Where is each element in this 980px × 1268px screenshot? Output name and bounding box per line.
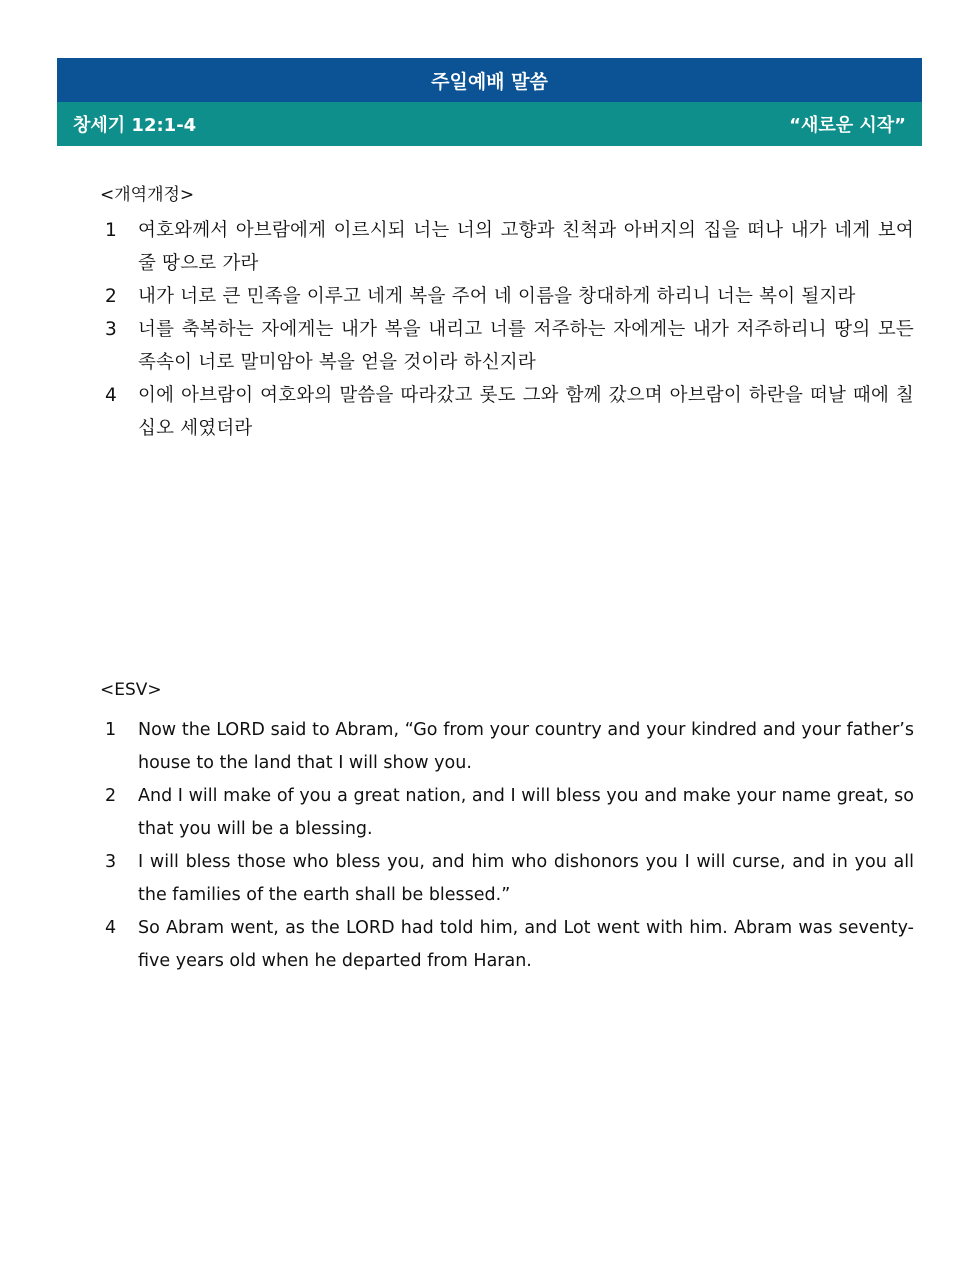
verse-number: 1 bbox=[105, 220, 117, 241]
verse-text: 여호와께서 아브람에게 이르시되 너는 너의 고향과 친척과 아버지의 집을 떠나 내가 네게 보여 줄 땅으로 가라 bbox=[138, 220, 914, 274]
verse-text: Now the LORD said to Abram, “Go from your country and your kindred and your father’s house to the land that I will show you. bbox=[138, 720, 914, 773]
verse-number: 1 bbox=[105, 720, 117, 740]
verse-text: 이에 아브람이 여호와의 말씀을 따라갔고 롯도 그와 함께 갔으며 아브람이 하란을 떠날 때에 칠십오 세였더라 bbox=[138, 385, 914, 439]
verse-item bbox=[100, 912, 914, 978]
title-bar bbox=[57, 58, 922, 102]
korean-version-label: <개역개정> bbox=[100, 185, 195, 205]
verse-text: So Abram went, as the LORD had told him, and Lot went with him. Abram was seventy-five years old when he departed from Haran. bbox=[138, 918, 914, 971]
verse-text: I will bless those who bless you, and him who dishonors you I will curse, and in you all the families of the earth shall be blessed.” bbox=[138, 852, 914, 905]
verse-item bbox=[100, 280, 914, 313]
page-title: 주일예배 말씀 bbox=[431, 70, 548, 93]
english-version-label: <ESV> bbox=[100, 680, 162, 700]
korean-verse-list bbox=[100, 214, 914, 445]
verse-item bbox=[100, 214, 914, 280]
verse-number: 3 bbox=[105, 852, 117, 872]
verse-item bbox=[100, 313, 914, 379]
scripture-reference: 창세기 12:1-4 bbox=[73, 115, 197, 136]
verse-text: 내가 너로 큰 민족을 이루고 네게 복을 주어 네 이름을 창대하게 하리니 너는 복이 될지라 bbox=[138, 286, 856, 307]
english-verse-list bbox=[100, 714, 914, 978]
sermon-title: “새로운 시작” bbox=[789, 115, 906, 136]
verse-text: And I will make of you a great nation, and I will bless you and make your name great, so that you will be a blessing. bbox=[138, 786, 914, 839]
verse-item bbox=[100, 846, 914, 912]
verse-number: 4 bbox=[105, 385, 117, 406]
verse-item bbox=[100, 780, 914, 846]
verse-number: 4 bbox=[105, 918, 117, 938]
subtitle-bar bbox=[57, 102, 922, 146]
verse-item bbox=[100, 379, 914, 445]
verse-number: 2 bbox=[105, 286, 117, 307]
verse-text: 너를 축복하는 자에게는 내가 복을 내리고 너를 저주하는 자에게는 내가 저주하리니 땅의 모든 족속이 너로 말미암아 복을 얻을 것이라 하신지라 bbox=[138, 319, 914, 373]
verse-item bbox=[100, 714, 914, 780]
verse-number: 2 bbox=[105, 786, 117, 806]
verse-number: 3 bbox=[105, 319, 117, 340]
